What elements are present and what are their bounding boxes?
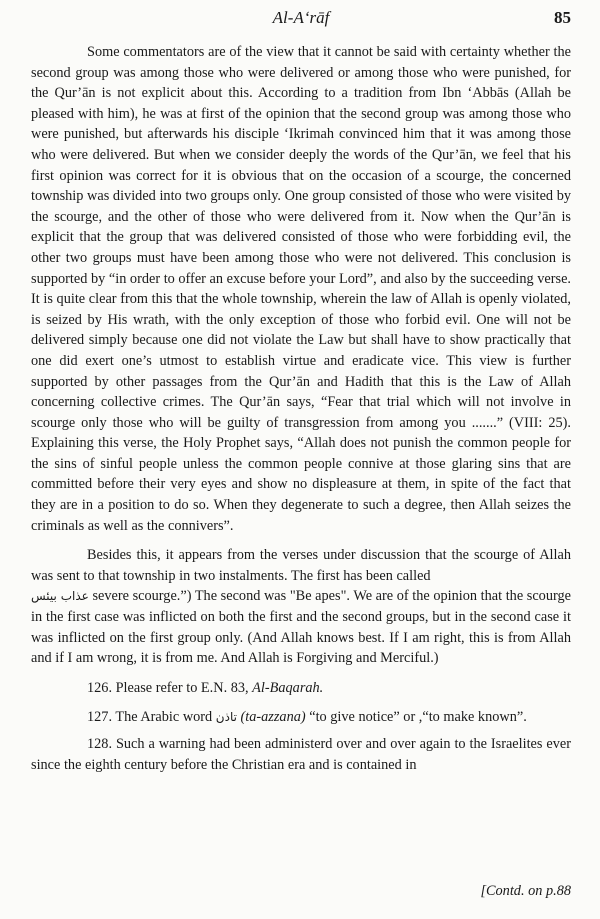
paragraph-commentators: Some commentators are of the view that it cannot be said with certainty whether the second group was among those who were delivered or among those who were punished, for the Qur’ān is not explicit about this. According to a tradition from Ibn ‘Abbās (Allah be pleased with him), he was at first of the opinion that the second group was among those who were punished, but afterwards his disciple ‘Ikrimah convinced him that it was among those who were delivered. But when we consider deeply the words of the Qur’ān, we feel that his first opinion was correct for it is obvious that on the occasion of a scourge, the concerned township was divided into two groups only. One group consisted of those who were visited by the scourge, and the other of those who were delivered from it. Now when the Qur’ān is explicit that the group that was delivered consisted of those who were forbidding evil, the other two groups must have been among those who were not delivered. This conclusion is supported by “in order to offer an excuse before your Lord”, and also by the succeeding verse. It is quite clear from this that the whole township, wherein the law of Allah is openly violated, is seized by His wrath, with the only exception of those who forbid evil. One will not be delivered simply because one did not violate the Law but shall have to show practically that one did exert one’s utmost to establish virtue and eradicate vice. This view is further supported by other passages from the Qur’ān and Hadith that this is the Law of Allah concerning collective crimes. The Qur’ān says, “Fear that trial which will not involve in scourge only those who will be guilty of transgression from among you .......” (VIII: 25). Explaining this verse, the Holy Prophet says, “Allah does not punish the common people for the sins of sinful people unless the common people connive at those glaring sins that are committed before their very eyes and show no displeasure at them, in spite of the fact that they are in a position to do so. When they degenerate to such a degree, then Allah seizes the criminals as well as the connivers”. [31, 44, 571, 534]
paragraph-besides-start: Besides this, it appears from the verses under discussion that the scourge of Allah was sent to that township in two instalments. The first has been called [31, 547, 571, 584]
running-title: Al-A‘rāf [272, 8, 330, 27]
page-body [31, 42, 571, 775]
note-127 [31, 707, 571, 728]
page-header [31, 0, 571, 42]
note-127-text: 127. The Arabic word [87, 709, 213, 726]
note-127-meaning: “to give notice” or ,“to make known”. [309, 709, 527, 726]
note-126-text: 126. Please refer to E.N. 83, [87, 679, 249, 696]
note-126-source: Al-Baqarah. [252, 679, 324, 696]
continued-note: [Contd. on p.88 [480, 883, 571, 899]
paragraph-besides-rest: severe scourge.”) The second was "Be apes". We are of the opinion that the scourge in the first case was inflicted on both the first and the second groups, but in the second case it was inflicted on the first group only. (And Allah knows best. If I am right, this is from Allah and if I am wrong, it is from me. And Allah is Forgiving and Merciful.) [31, 588, 571, 667]
arabic-term-taazzana: تاذن [215, 710, 237, 725]
note-126 [31, 678, 571, 699]
arabic-term-adhab: عذاب بيئس [31, 589, 89, 604]
paragraph-besides [31, 545, 571, 669]
note-127-transliteration: (ta-azzana) [240, 709, 306, 726]
page-number: 85 [554, 8, 571, 27]
note-128: 128. Such a warning had been administerd over and over again to the Israelites ever since the eighth century before the Christian era and is contained in [31, 736, 571, 773]
